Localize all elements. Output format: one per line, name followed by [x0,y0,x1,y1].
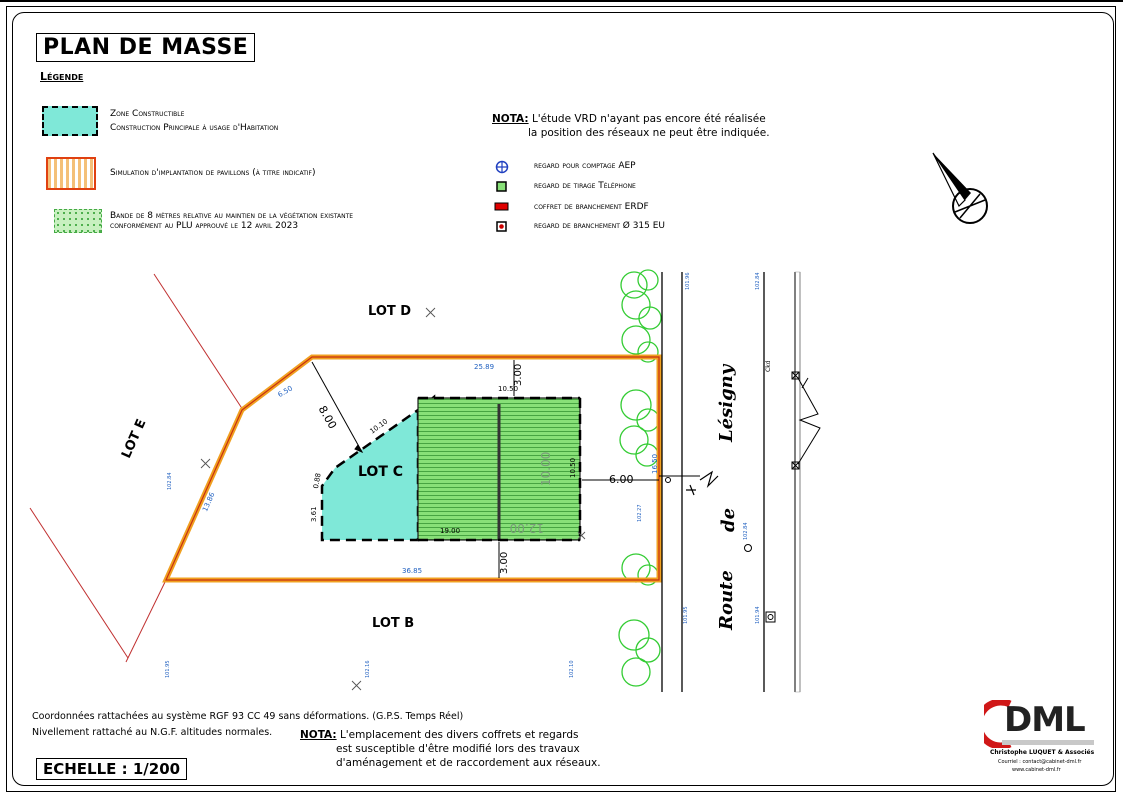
network-legend-eu: regard de branchement Ø 315 EU [534,221,666,231]
road-features [666,372,821,622]
ckd-label: Ckd [765,360,772,372]
network-legend-telephone: regard de tirage Téléphone [534,181,636,191]
footer-coords-2: Nivellement rattaché au N.G.F. altitudes normales. [32,727,273,738]
dim-top: 25.89 [474,363,495,371]
plan-title: PLAN DE MASSE [36,33,255,62]
footer-nota-line-1 [300,730,578,741]
dim-zone-left-short: 0.88 [312,472,323,490]
footer-nota-line-2: est susceptible d'être modifié lors des travaux [336,743,580,755]
logo-company: Christophe LUQUET & Associés [990,749,1095,756]
legend-pavillon-label: Simulation d'implantation de pavillons (à titre indicatif) [110,168,316,178]
footer-nota-line-3: d'aménagement et de raccordement aux réseaux. [336,757,601,769]
road-name-2: de [718,507,739,532]
legend-zone-label-1: Zone Constructible [110,109,185,119]
legend-zone-label-2: Construction Principale à usage d'Habitation [110,123,279,133]
road-name-3: Lésigny [716,364,737,442]
dim-house-inner-h: 12.00 [509,521,544,535]
altitude-8: 102.84 [743,522,749,540]
footer-nota-label: NOTA: [300,729,337,741]
nota-top-label: NOTA: [492,113,529,125]
dim-setback-bottom: 3.00 [499,551,510,574]
dim-left-diag: 6.50 [276,384,295,400]
legend-heading: Légende [40,70,84,83]
dim-right: 16.50 [651,453,659,474]
road-name-1: Route [716,570,737,630]
dim-setback-top: 3.00 [513,363,524,386]
lot-d-label: LOT D [368,304,412,319]
altitude-4: 101.95 [683,606,689,624]
dim-house-top: 10.50 [498,385,519,393]
dml-logo-text: DML [1004,700,1085,740]
altitude-2: 101.96 [685,272,691,290]
dml-logo [984,700,1100,780]
dim-zone-left: 3.61 [310,506,318,522]
dim-house-bottom: 19.00 [440,527,461,535]
lot-b-label: LOT B [372,616,415,631]
lot-e-boundary-line [154,274,243,410]
lot-c-label: LOT C [358,464,404,480]
entrance-symbol [686,472,718,495]
altitude-7: 101.94 [755,606,761,624]
legend-bande-label-1: Bande de 8 mètres relative au maintien de la végétation existante [110,211,354,221]
network-legend-aep: regard pour comptage AEP [534,161,636,171]
altitude-3: 102.27 [637,504,643,522]
lot-b-boundary-line-1 [30,508,128,658]
nota-top-line-2: la position des réseaux ne peut être indiquée. [528,127,770,139]
altitude-1: 102.84 [167,472,173,490]
legend-bande-label-2: conformément au PLU approuvé le 12 avril 2023 [110,221,299,231]
dim-zone-top-edge: 10.10 [368,417,390,436]
logo-email: Courriel : contact@cabinet-dml.fr [998,759,1082,765]
dim-setback-diag: 8.00 [315,403,340,432]
dim-bottom: 36.85 [402,567,423,575]
nota-top-text-1: L'étude VRD n'ayant pas encore été réalisée [531,113,766,125]
lot-e-label: LOT E [119,416,150,461]
altitude-5: 102.16 [365,660,371,678]
dim-house-right: 10.50 [569,457,577,478]
footer-coords-1: Coordonnées rattachées au système RGF 93 CC 49 sans déformations. (G.P.S. Temps Réel) [32,711,464,722]
dim-setback-right: 6.00 [609,473,634,486]
network-legend-erdf: coffret de branchement ERDF [534,202,649,212]
dim-house-inner-v: 10.00 [539,451,553,486]
footer-nota-text-1: L'emplacement des divers coffrets et regards [339,729,579,741]
scale-label: ECHELLE : 1/200 [36,758,187,780]
dim-left-long: 13.86 [201,491,217,513]
altitude-6: 102.10 [569,660,575,678]
logo-web: www.cabinet-dml.fr [1012,767,1061,773]
altitude-10: 102.84 [755,272,761,290]
altitude-9: 101.95 [165,660,171,678]
lot-b-boundary-line-2 [126,580,166,662]
